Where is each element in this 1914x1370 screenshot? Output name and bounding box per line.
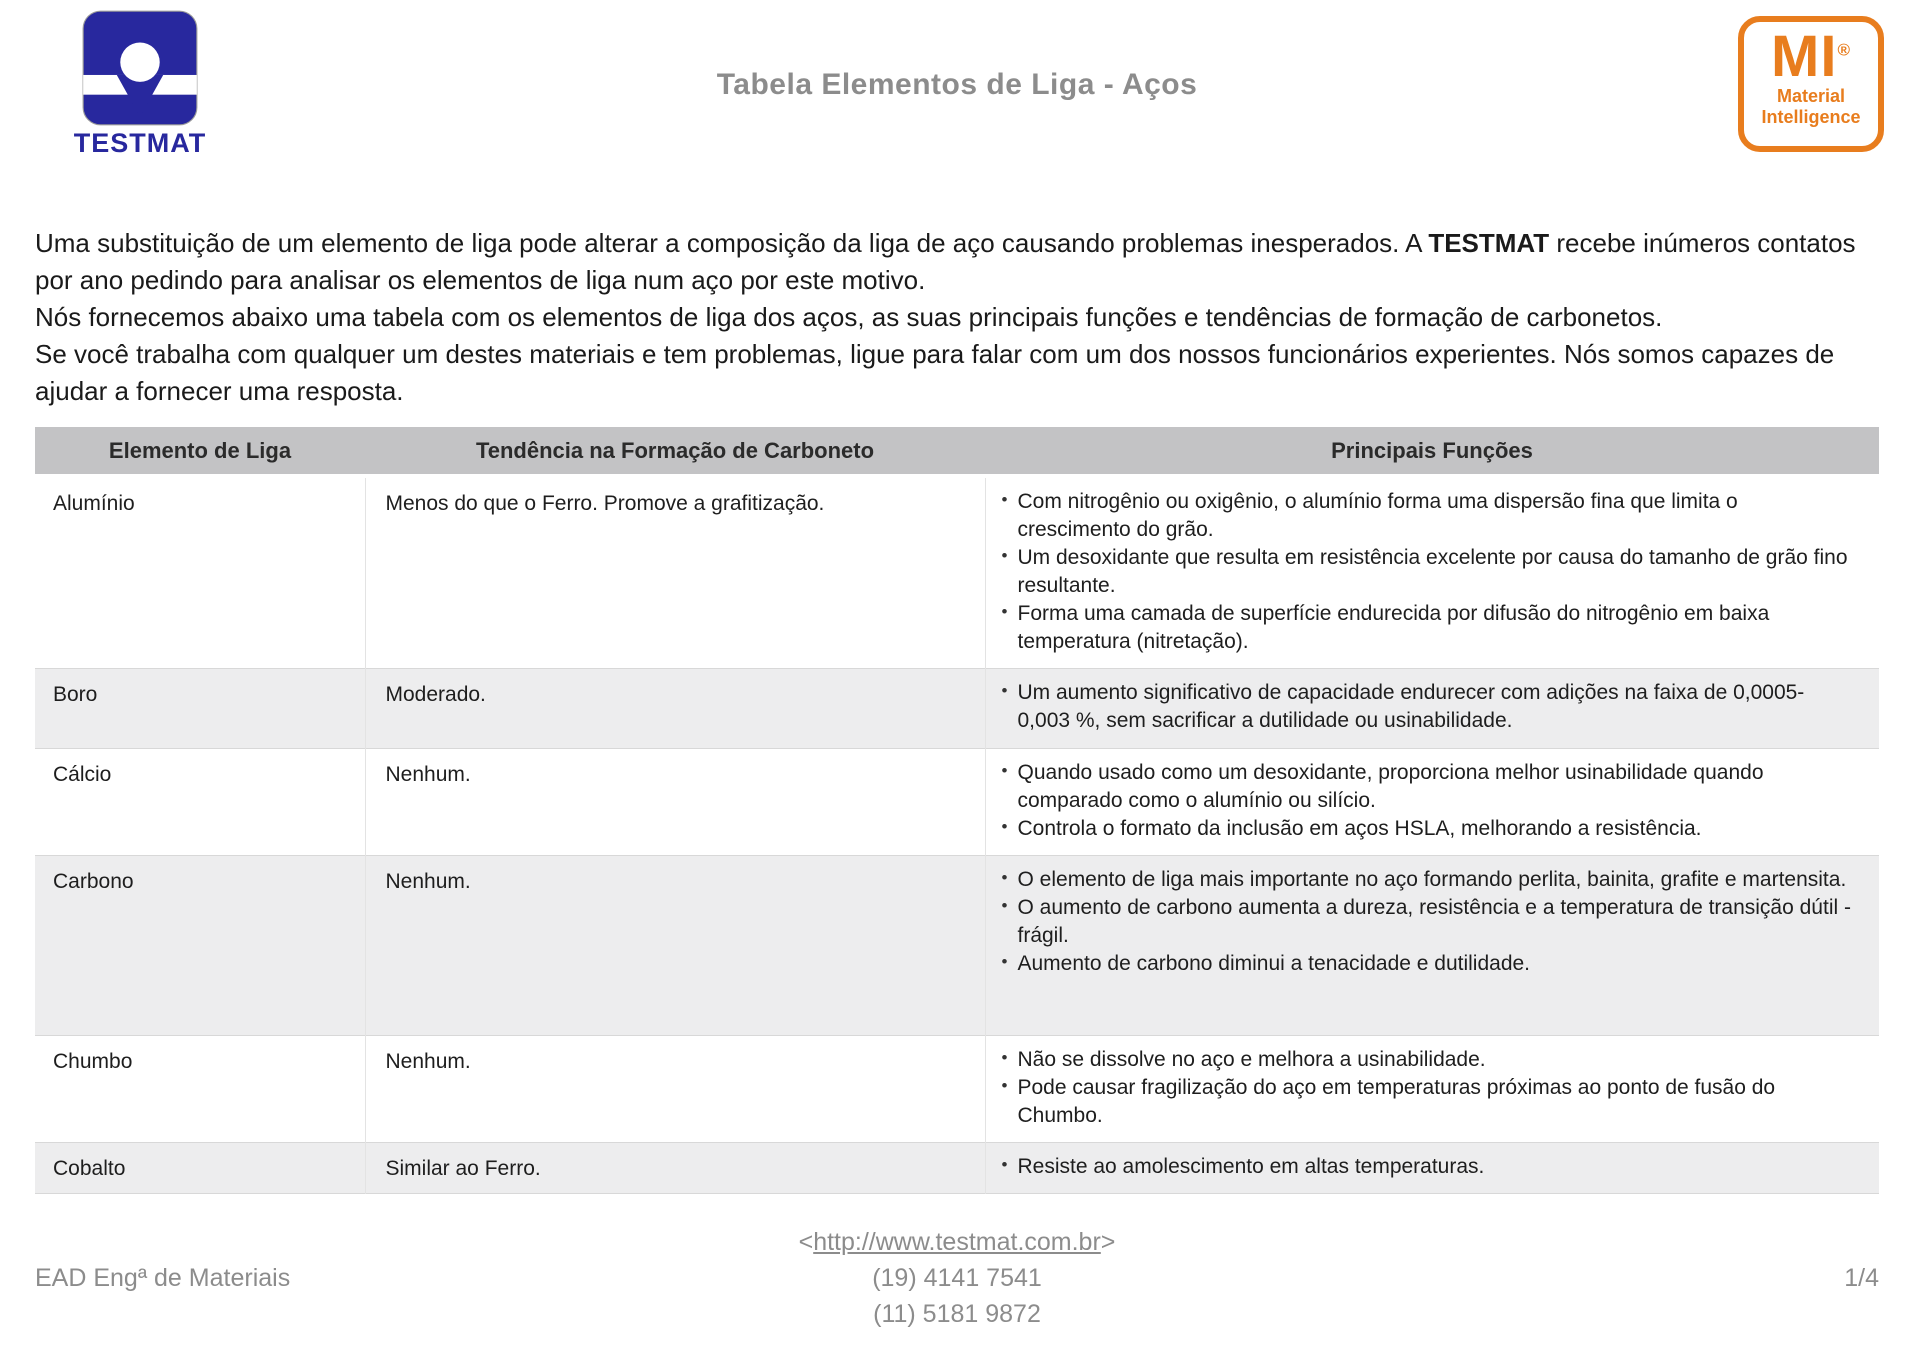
table-row [35, 856, 1879, 1036]
registered-trademark-icon: ® [1837, 40, 1851, 60]
function-item: • Resiste ao amolescimento em altas temperaturas. [996, 1153, 1856, 1181]
tendency-cell: Nenhum. [365, 1036, 985, 1143]
intro-text [0, 170, 1914, 410]
tendency-cell: Nenhum. [365, 749, 985, 856]
website-link[interactable] [799, 1228, 1116, 1256]
tendency-cell: Similar ao Ferro. [365, 1143, 985, 1194]
alloy-elements-table [35, 427, 1879, 1194]
element-cell: Boro [35, 669, 365, 749]
table-row [35, 749, 1879, 856]
function-item: • Um aumento significativo de capacidade endurecer com adições na faixa de 0,0005-0,003 %, sem sacrificar a dutilidade ou usinabilidade. [996, 679, 1856, 735]
header-element: Elemento de Liga [35, 427, 365, 476]
mi-logo-line2: Intelligence [1761, 107, 1861, 127]
function-item: • Um desoxidante que resulta em resistência excelente por causa do tamanho de grão fino resultante. [996, 544, 1856, 600]
intro-paragraph-1 [35, 225, 1879, 299]
link-url: http://www.testmat.com.br [813, 1228, 1101, 1256]
table-row [35, 1036, 1879, 1143]
function-item: • Quando usado como um desoxidante, proporciona melhor usinabilidade quando comparado como o alumínio ou silício. [996, 759, 1856, 815]
footer-contact-block [35, 1224, 1879, 1332]
material-intelligence-logo [1738, 16, 1884, 152]
element-cell: Cobalto [35, 1143, 365, 1194]
element-cell: Cálcio [35, 749, 365, 856]
tendency-cell: Menos do que o Ferro. Promove a grafitização. [365, 476, 985, 669]
function-item: • O elemento de liga mais importante no aço formando perlita, bainita, grafite e martensita. [996, 866, 1856, 894]
tendency-cell: Nenhum. [365, 856, 985, 1036]
element-cell: Chumbo [35, 1036, 365, 1143]
mi-logo-line1: Material [1776, 86, 1846, 106]
page-title: Tabela Elementos de Liga - Aços [716, 68, 1198, 101]
intro-p1-after: recebe inúmeros contatos por ano pedindo para analisar os elementos de liga num aço por este motivo. [35, 228, 1856, 295]
function-item: • Não se dissolve no aço e melhora a usinabilidade. [996, 1046, 1856, 1074]
alloy-table-container [0, 410, 1914, 1194]
function-item: • Pode causar fragilização do aço em temperaturas próximas ao ponto de fusão do Chumbo. [996, 1074, 1856, 1130]
page-footer [0, 1224, 1914, 1332]
table-row [35, 476, 1879, 669]
functions-list [996, 759, 1856, 843]
functions-list [996, 1046, 1856, 1130]
mi-logo-mark: MI® [1771, 24, 1851, 89]
table-header-row [35, 427, 1879, 476]
functions-list [996, 679, 1856, 735]
footer-phone-1: (19) 4141 7541 [872, 1264, 1042, 1292]
function-item: • Com nitrogênio ou oxigênio, o alumínio forma uma dispersão fina que limita o crescimento do grão. [996, 488, 1856, 544]
tendency-cell: Moderado. [365, 669, 985, 749]
footer-course-label: EAD Engª de Materiais [35, 1264, 291, 1292]
header-functions: Principais Funções [985, 427, 1879, 476]
alloy-table-body [35, 476, 1879, 1194]
functions-list [996, 866, 1856, 978]
footer-link-line [35, 1224, 1879, 1260]
intro-paragraph-3: Se você trabalha com qualquer um destes materiais e tem problemas, ligue para falar com um dos nossos funcionários experientes. Nós somos capazes de ajudar a fornecer uma resposta. [35, 339, 1835, 406]
element-cell: Carbono [35, 856, 365, 1036]
intro-p1-brand: TESTMAT [1428, 228, 1550, 258]
functions-list [996, 1153, 1856, 1181]
function-item: • Forma uma camada de superfície endurecida por difusão do nitrogênio em baixa temperatura (nitretação). [996, 600, 1856, 656]
testmat-logo-text: TESTMAT [73, 128, 207, 158]
intro-p1-before: Uma substituição de um elemento de liga pode alterar a composição da liga de aço causando problemas inesperados. A [35, 228, 1429, 258]
page-header [0, 0, 1914, 170]
functions-list [996, 488, 1856, 656]
function-item: • Aumento de carbono diminui a tenacidade e dutilidade. [996, 950, 1856, 978]
link-close-bracket: > [1100, 1228, 1116, 1256]
table-row [35, 1143, 1879, 1194]
function-item: • Controla o formato da inclusão em aços HSLA, melhorando a resistência. [996, 815, 1856, 843]
footer-phone-2: (11) 5181 9872 [873, 1300, 1041, 1328]
link-open-bracket: < [798, 1228, 814, 1256]
testmat-logo-icon [82, 10, 198, 126]
testmat-logo [55, 10, 225, 159]
table-row [35, 669, 1879, 749]
function-item: • O aumento de carbono aumenta a dureza, resistência e a temperatura de transição dútil - frágil. [996, 894, 1856, 950]
header-tendency: Tendência na Formação de Carboneto [365, 427, 985, 476]
page-number: 1/4 [1844, 1264, 1879, 1292]
intro-paragraph-2: Nós fornecemos abaixo uma tabela com os elementos de liga dos aços, as suas principais funções e tendências de formação de carbonetos. [35, 302, 1663, 332]
element-cell: Alumínio [35, 476, 365, 669]
